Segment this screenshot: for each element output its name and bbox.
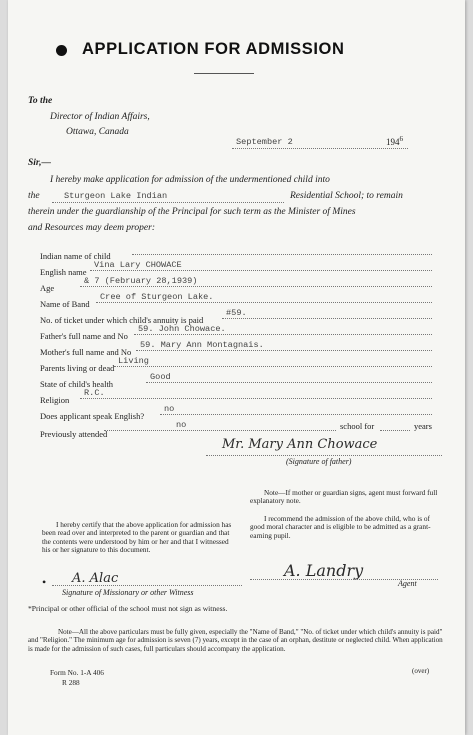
field-rule: [132, 254, 432, 255]
agent-signature: A. Landry: [284, 561, 364, 580]
missionary-signature-caption: Signature of Missionary or other Witness: [62, 588, 194, 597]
recommend-text: I recommend the admission of the above child, who is of good moral character and is eligible to be admitted as a grant-earning pupil.: [250, 514, 431, 540]
intro-line-2-rest: Residential School; to remain: [290, 191, 403, 201]
certify-text: I hereby certify that the above application for admission has been read over and interpreted to the parent or guardian and that the contents were understood by him or her and that I witnessed his or her signature to this document.: [42, 520, 232, 555]
date-year: $194^6$: [386, 135, 403, 147]
intro-the: the: [28, 191, 40, 201]
attended-school-for: school for: [340, 421, 375, 431]
field-rule: [134, 334, 432, 335]
address-line-1: Director of Indian Affairs,: [50, 112, 150, 122]
school-name-rule: [52, 202, 284, 203]
principal-note: *Principal or other official of the school must not sign as witness.: [28, 604, 228, 613]
father-signature-rule: [206, 455, 442, 456]
form-number: Form No. 1-A 406: [50, 668, 104, 677]
field-value: Living: [118, 356, 149, 366]
field-rule: [90, 270, 432, 271]
field-value: & 7 (February 28,1939): [84, 276, 198, 286]
field-value: Good: [150, 372, 171, 382]
field-value: #59.: [226, 308, 247, 318]
field-label: Religion: [40, 395, 70, 405]
school-name: Sturgeon Lake Indian: [64, 191, 168, 201]
agent-signature-caption: Agent: [398, 579, 417, 588]
field-label: State of child's health: [40, 379, 114, 389]
page-title: APPLICATION FOR ADMISSION: [82, 40, 345, 58]
title-divider: [194, 73, 254, 74]
field-rule: [160, 414, 432, 415]
intro-line-4: and Resources may deem proper:: [28, 223, 155, 233]
attended-years: years: [414, 421, 432, 431]
note-mother: Note—If mother or guardian signs, agent must forward full explanatory note.: [250, 488, 438, 506]
intro-line-3: therein under the guardianship of the Principal for such term as the Minister of Mines: [28, 207, 356, 217]
field-value: 59. Mary Ann Montagnais.: [140, 340, 264, 350]
field-value: no: [164, 404, 175, 414]
field-rule: [146, 382, 432, 383]
field-rule: [222, 318, 432, 319]
field-value: 59. John Chowace.: [138, 324, 226, 334]
field-rule: [136, 350, 432, 351]
attended-years-rule: [380, 430, 410, 431]
father-signature-caption: (Signature of father): [286, 457, 352, 466]
date-month-day: September 2: [236, 137, 293, 147]
field-value: Vina Lary CHOWACE: [94, 260, 182, 270]
father-signature: Mr. Mary Ann Chowace: [222, 437, 378, 452]
field-label: Age: [40, 283, 55, 293]
salutation: Sir,—: [28, 158, 51, 168]
field-label: Mother's full name and No: [40, 347, 132, 357]
field-rule: [114, 366, 432, 367]
address-to: To the: [28, 96, 53, 106]
date-rule: [232, 148, 408, 149]
intro-line-1: I hereby make application for admission of the undermentioned child into: [50, 175, 330, 185]
field-label: Indian name of child: [40, 251, 111, 261]
missionary-signature: A. Alac: [72, 571, 119, 586]
missionary-signature-rule: [52, 585, 242, 586]
field-rule: [80, 286, 432, 287]
missionary-bullet: •: [42, 575, 47, 589]
field-label: Does applicant speak English?: [40, 411, 145, 421]
field-rule: [96, 302, 432, 303]
field-label: English name: [40, 267, 87, 277]
field-label: Name of Band: [40, 299, 90, 309]
field-value: Cree of Sturgeon Lake.: [100, 292, 214, 302]
over-label: (over): [412, 667, 430, 675]
form-r-number: R 288: [62, 678, 80, 687]
field-label: Parents living or dead: [40, 363, 115, 373]
attended-label: Previously attended: [40, 429, 108, 439]
address-line-2: Ottawa, Canada: [66, 127, 129, 137]
attended-value: no: [176, 420, 187, 430]
bullet-icon: [56, 45, 67, 56]
attended-rule: [104, 430, 336, 431]
final-note: Note—All the above particulars must be fully given, especially the "Name of Band," "No. of ticket under which child's annuity is paid" and "Religion." The minimum age for admission is seven (7) years, except in the case of an orphan, destitute or neglected child. When application is made for the admission of such cases, full particulars should accompany the application.: [28, 628, 443, 653]
field-label: Father's full name and No: [40, 331, 128, 341]
field-value: R.C.: [84, 388, 105, 398]
field-rule: [80, 398, 432, 399]
field-label: No. of ticket under which child's annuity is paid: [40, 315, 204, 325]
